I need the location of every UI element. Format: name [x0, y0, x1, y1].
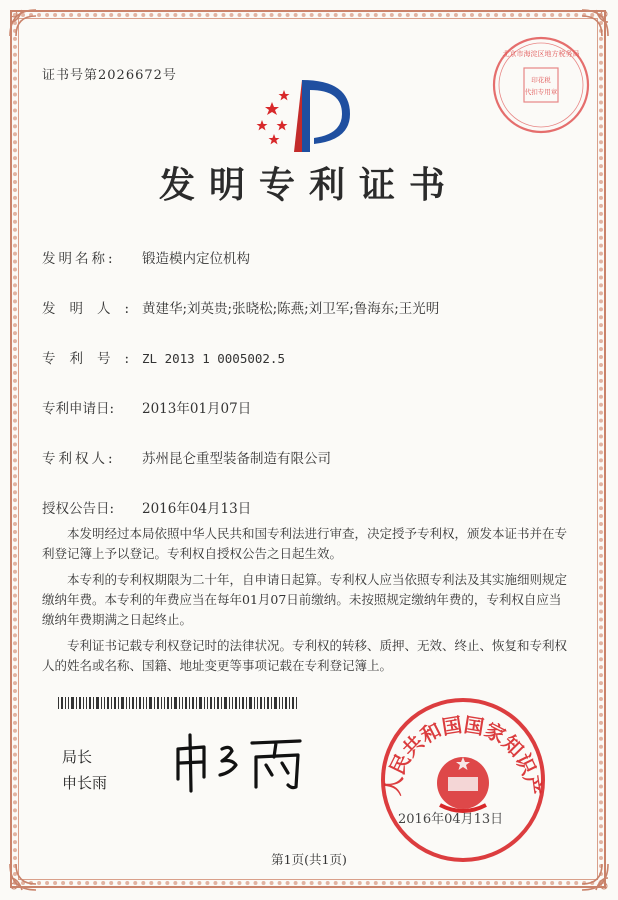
tax-seal-stamp	[490, 34, 592, 136]
paragraph: 本专利的专利权期限为二十年，自申请日起算。专利权人应当依照专利法及其实施细则规定缴纳年费。本专利的年费应当在每年01月07日前缴纳。未按照规定缴纳年费的，专利权自应当缴纳年费期满之日起终止。	[42, 572, 568, 627]
svg-text:代扣专用章: 代扣专用章	[524, 88, 558, 96]
field-label: 专利号:	[42, 351, 144, 367]
field-patentee	[42, 447, 331, 467]
field-value: 苏州昆仑重型装备制造有限公司	[142, 451, 331, 467]
field-label: 授权公告日:	[42, 501, 115, 517]
field-value: ZL 2013 1 0005002.5	[142, 351, 285, 366]
paragraph: 专利证书记载专利权登记时的法律状况。专利权的转移、质押、无效、终止、恢复和专利权人的姓名或名称、国籍、地址变更等事项记载在专利登记簿上。	[42, 638, 568, 673]
issue-date: 2016年04月13日	[398, 812, 504, 827]
field-invention-name	[42, 247, 250, 267]
sipo-logo-icon	[254, 72, 364, 162]
corner-ornament-icon	[6, 6, 40, 40]
field-value: 2013年01月07日	[142, 401, 252, 417]
field-value: 黄建华;刘英贵;张晓松;陈燕;刘卫军;鲁海东;王光明	[142, 301, 440, 317]
barcode	[58, 697, 298, 709]
body-text	[42, 524, 572, 676]
svg-text:中华人民共和国国家知识产权局: 人民共和国国家知识产	[380, 712, 546, 797]
field-inventors	[42, 297, 439, 317]
page-number: 第1页(共1页)	[271, 852, 347, 867]
paragraph: 本发明经过本局依照中华人民共和国专利法进行审查，决定授予专利权，颁发本证书并在专利登记簿上予以登记。专利权自授权公告之日起生效。	[42, 526, 568, 561]
field-value: 锻造模内定位机构	[142, 251, 250, 267]
field-value: 2016年04月13日	[142, 501, 252, 517]
field-patent-number	[42, 347, 285, 367]
field-label: 发明名称:	[42, 251, 116, 267]
certificate-number: 证书号第2026672号	[42, 68, 177, 83]
official-seal-stamp	[378, 695, 548, 865]
field-label: 专利权人:	[42, 451, 116, 467]
svg-text:印花税: 印花税	[531, 76, 551, 84]
field-label: 专利申请日:	[42, 401, 115, 417]
svg-text:北京市海淀区地方税务局: 北京市海淀区地方税务局	[502, 50, 580, 58]
field-grant-date	[42, 497, 251, 517]
field-label: 发明人:	[42, 301, 144, 317]
field-application-date	[42, 397, 251, 417]
signatory-name: 申长雨	[62, 774, 108, 792]
page-title: 发明专利证书	[158, 164, 459, 206]
signature-image	[170, 727, 320, 797]
signatory-title: 局长	[62, 748, 93, 766]
